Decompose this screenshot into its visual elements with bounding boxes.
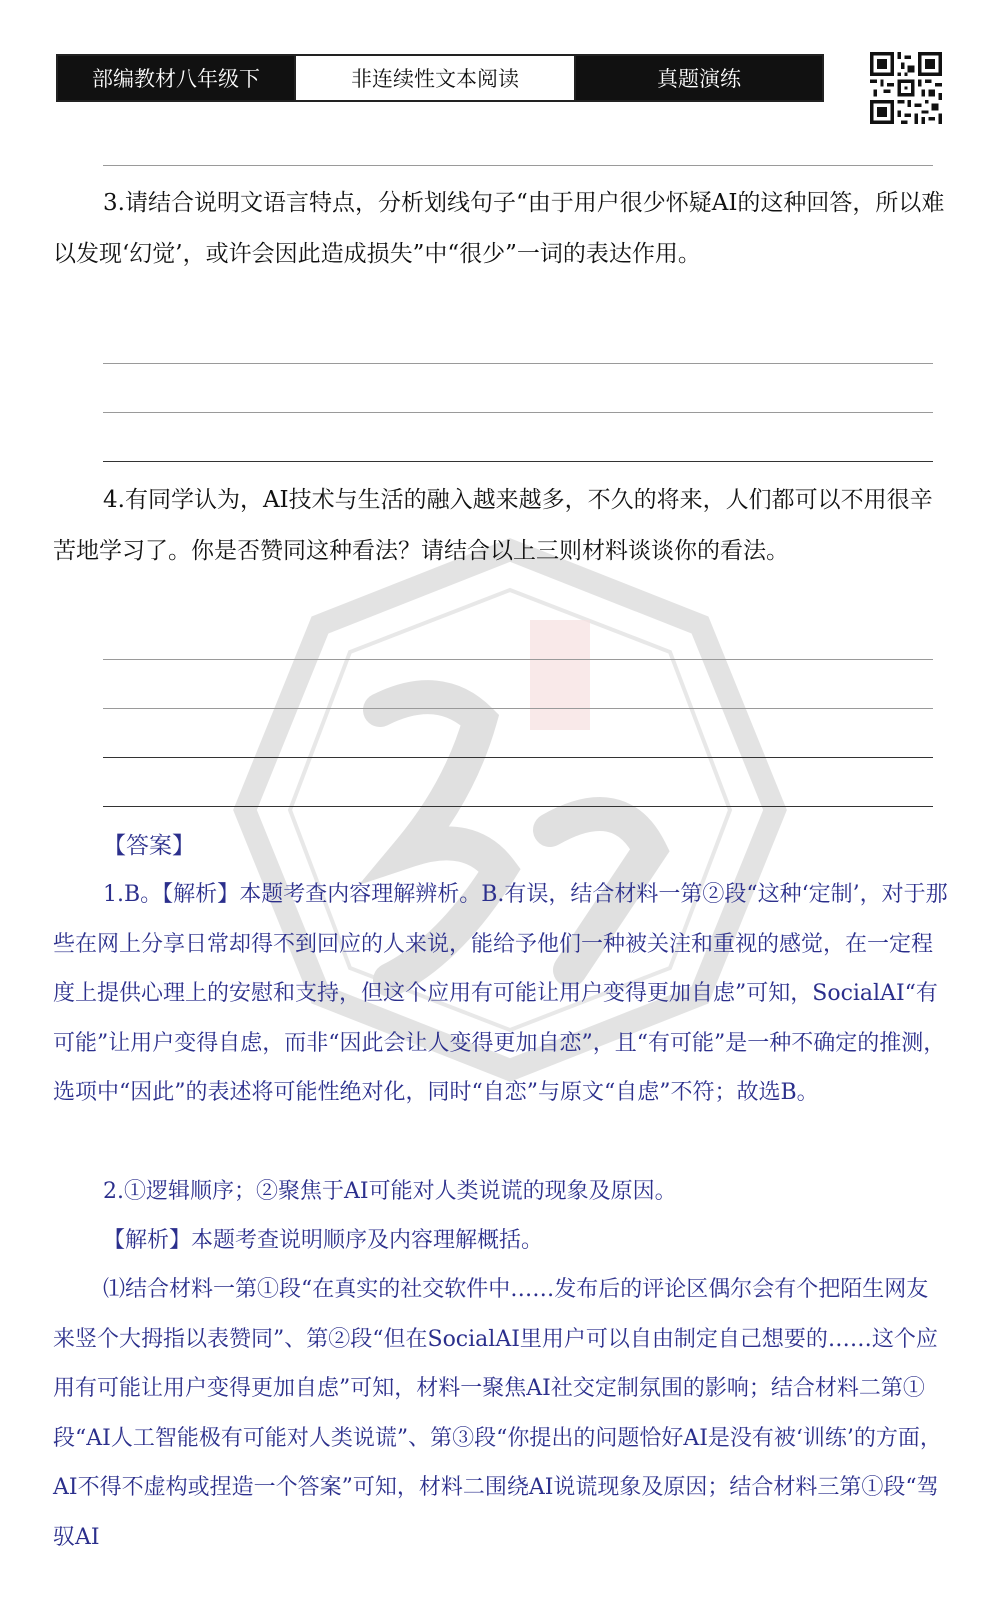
- answer-line: [103, 363, 933, 364]
- answer-2-detail: ⑴结合材料一第①段“在真实的社交软件中……发布后的评论区偶尔会有个把陌生网友来竖个大拇指以表赞同”、第②段“但在SocialAI里用户可以自由制定自己想要的……这个应用有可能让用户变得更加自虑”可知，材料一聚焦AI社交定制氛围的影响；结合材料二第①段“AI人工智能极有可能对人类说谎”、第③段“你提出的问题恰好AI是没有被‘训练’的方面，AI不得不虚构或捏造一个答案”可知，材料二围绕AI说谎现象及原因；结合材料三第①段“驾驭AI: [53, 1277, 942, 1550]
- answer-2: 2.①逻辑顺序；②聚焦于AI可能对人类说谎的现象及原因。: [103, 1179, 677, 1204]
- answer-1-prefix: 1.B。: [103, 882, 163, 907]
- header-section: 真题演练: [576, 56, 822, 100]
- header-grade: 部编教材八年级下: [58, 56, 294, 100]
- answer-2-analysis: [53, 1216, 948, 1266]
- answer-line: [103, 659, 933, 660]
- answer-line: [103, 412, 933, 413]
- answer-line: [103, 757, 933, 758]
- answer-line: [103, 461, 933, 462]
- header-topic: 非连续性文本阅读: [294, 56, 576, 100]
- answer-1: [53, 870, 948, 1118]
- answer-1-text: 本题考查内容理解辨析。B.有误，结合材料一第②段“这种‘定制’，对于那些在网上分享日常却得不到回应的人来说，能给予他们一种被关注和重视的感觉，在一定程度上提供心理上的安慰和支持，但这个应用有可能让用户变得更加自虑”可知，SocialAI“有可能”让用户变得自虑，而非“因此会让人变得更加自恋”，且“有可能”是一种不确定的推测，选项中“因此”的表述将可能性绝对化，同时“自恋”与原文“自虑”不符；故选B。: [53, 882, 948, 1105]
- analysis-summary: 本题考查说明顺序及内容理解概括。: [191, 1228, 544, 1253]
- qr-code-icon: [870, 52, 942, 124]
- analysis-tag: 【解析】: [103, 1228, 192, 1253]
- answer-heading: 【答案】: [103, 833, 195, 859]
- answer-line: [103, 806, 933, 807]
- header-bar: [56, 54, 824, 102]
- question-3: 3.请结合说明文语言特点，分析划线句子“由于用户很少怀疑AI的这种回答，所以难以发现‘幻觉’，或许会因此造成损失”中“很少”一词的表达作用。: [53, 190, 945, 267]
- question-4: 4.有同学认为，AI技术与生活的融入越来越多，不久的将来，人们都可以不用很辛苦地学习了。你是否赞同这种看法？请结合以上三则材料谈谈你的看法。: [53, 487, 933, 564]
- answer-line: [103, 165, 933, 166]
- analysis-tag: 【解析】: [162, 882, 240, 907]
- answer-line: [103, 708, 933, 709]
